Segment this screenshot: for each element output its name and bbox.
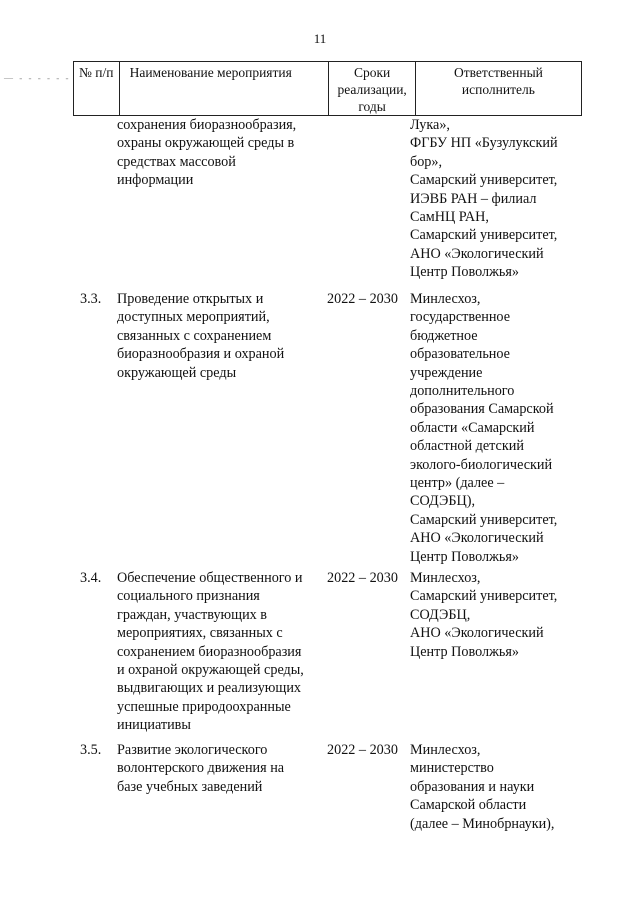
page-number: 11 [313, 31, 327, 46]
row-3-5-name: Развитие экологического волонтерского движения на базе учебных заведений [117, 742, 285, 795]
row-3-5-responsible: Минлесхоз, министерство образования и науки Самарской области (далее – Минобрнауки), [410, 742, 555, 832]
header-num: № п/п [74, 62, 120, 116]
row-3-3-term: 2022 – 2030 [327, 291, 398, 307]
row-3-3-number: 3.3. [80, 291, 102, 307]
row-3-3-responsible: Минлесхоз, государственное бюджетное образовательное учреждение дополнительного образования Самарской области «Самарский областной детский эколого-биологический центр» (далее – СОДЭБЦ), Самарский университет, АНО «Экологический Центр Поволжья» [410, 291, 558, 565]
header-responsible: Ответственный исполнитель [415, 62, 581, 116]
table-header [73, 61, 582, 116]
continuation-responsible: Лука», ФГБУ НП «Бузулукский бор», Самарский университет, ИЭВБ РАН – филиал СамНЦ РАН, Самарский университет, АНО «Экологический Центр Поволжья» [410, 117, 558, 281]
continuation-name: сохранения биоразнообразия, охраны окружающей среды в средствах массовой информации [117, 117, 297, 189]
row-3-4-name: Обеспечение общественного и социального признания граждан, участвующих в мероприятиях, связанных с сохранением биоразнообразия и охраной окружающей среды, выдвигающих и реализующих успешные природоохранные инициативы [117, 570, 304, 734]
row-3-3-name: Проведение открытых и доступных мероприятий, связанных с сохранением биоразнообразия и охраной окружающей среды [117, 291, 285, 381]
row-3-5-term: 2022 – 2030 [327, 742, 398, 758]
header-term: Сроки реализации, годы [329, 62, 415, 116]
row-3-4-term: 2022 – 2030 [327, 570, 398, 586]
row-3-4-number: 3.4. [80, 570, 102, 586]
row-3-5-number: 3.5. [80, 742, 102, 758]
margin-marks: — - - - - - - [4, 73, 71, 83]
row-3-4-responsible: Минлесхоз, Самарский университет, СОДЭБЦ, АНО «Экологический Центр Поволжья» [410, 570, 558, 660]
header-name: Наименование мероприятия [119, 62, 329, 116]
